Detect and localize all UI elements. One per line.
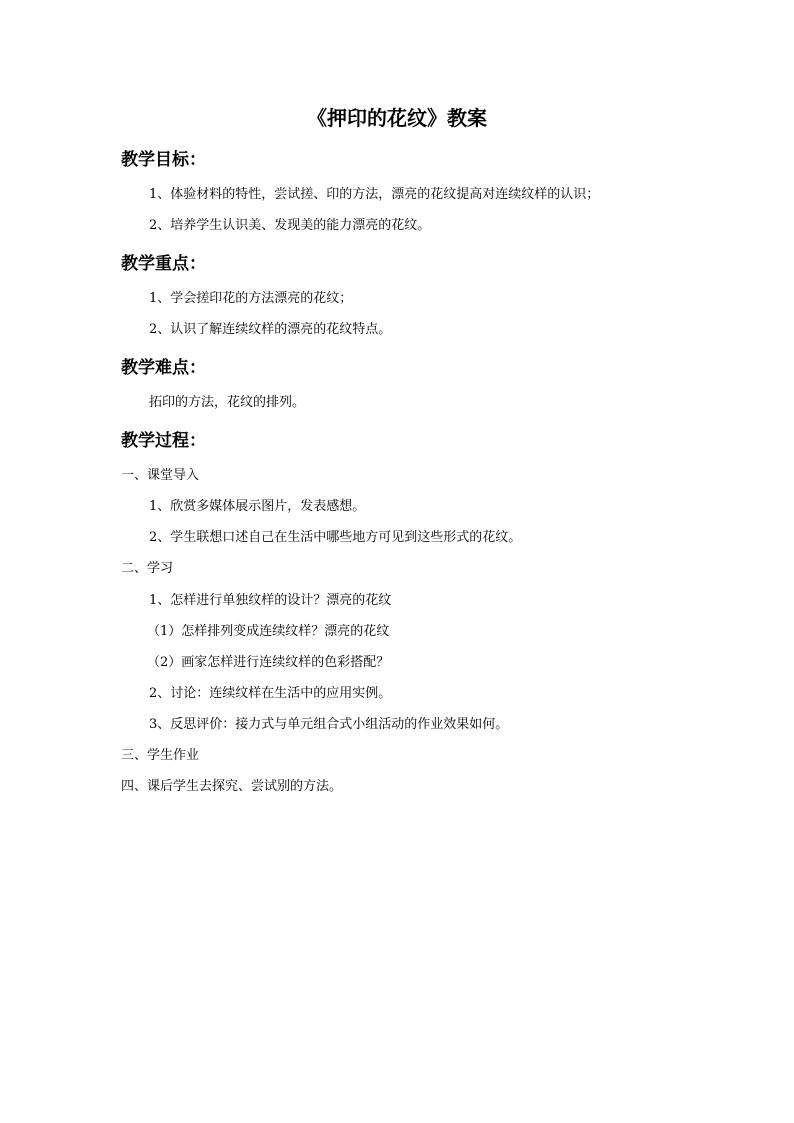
key-point-line-2: 2、认识了解连续纹样的漂亮的花纹特点。 bbox=[149, 322, 392, 337]
section-heading-difficulties: 教学难点： bbox=[121, 358, 206, 378]
process-part-3-label: 三、学生作业 bbox=[121, 748, 200, 763]
process-part-1-line-2: 2、学生联想口述自己在生活中哪些地方可见到这些形式的花纹。 bbox=[149, 530, 522, 545]
process-part-2-line-1: 1、怎样进行单独纹样的设计？漂亮的花纹 bbox=[149, 593, 392, 608]
process-part-2-line-2: （1）怎样排列变成连续纹样？漂亮的花纹 bbox=[147, 624, 390, 639]
process-part-1-line-1: 1、欣赏多媒体展示图片，发表感想。 bbox=[149, 499, 366, 514]
process-part-2-line-3: （2）画家怎样进行连续纹样的色彩搭配？ bbox=[147, 655, 390, 670]
difficulty-line-1: 拓印的方法，花纹的排列。 bbox=[149, 395, 306, 410]
section-heading-key-points: 教学重点： bbox=[121, 254, 206, 274]
key-point-line-1: 1、学会搓印花的方法漂亮的花纹； bbox=[149, 291, 353, 306]
process-part-2-label: 二、学习 bbox=[121, 561, 174, 576]
section-heading-process: 教学过程： bbox=[121, 431, 206, 451]
objective-line-2: 2、培养学生认识美、发现美的能力漂亮的花纹。 bbox=[149, 218, 431, 233]
process-part-4-label: 四、课后学生去探究、尝试别的方法。 bbox=[121, 779, 343, 794]
document-title: 《押印的花纹》教案 bbox=[307, 106, 487, 130]
section-heading-objectives: 教学目标： bbox=[121, 150, 206, 170]
process-part-2-line-5: 3、反思评价：接力式与单元组合式小组活动的作业效果如何。 bbox=[149, 717, 509, 732]
process-part-2-line-4: 2、讨论：连续纹样在生活中的应用实例。 bbox=[149, 686, 392, 701]
process-part-1-label: 一、课堂导入 bbox=[121, 468, 200, 483]
objective-line-1: 1、体验材料的特性，尝试搓、印的方法，漂亮的花纹提高对连续纹样的认识； bbox=[149, 187, 600, 202]
